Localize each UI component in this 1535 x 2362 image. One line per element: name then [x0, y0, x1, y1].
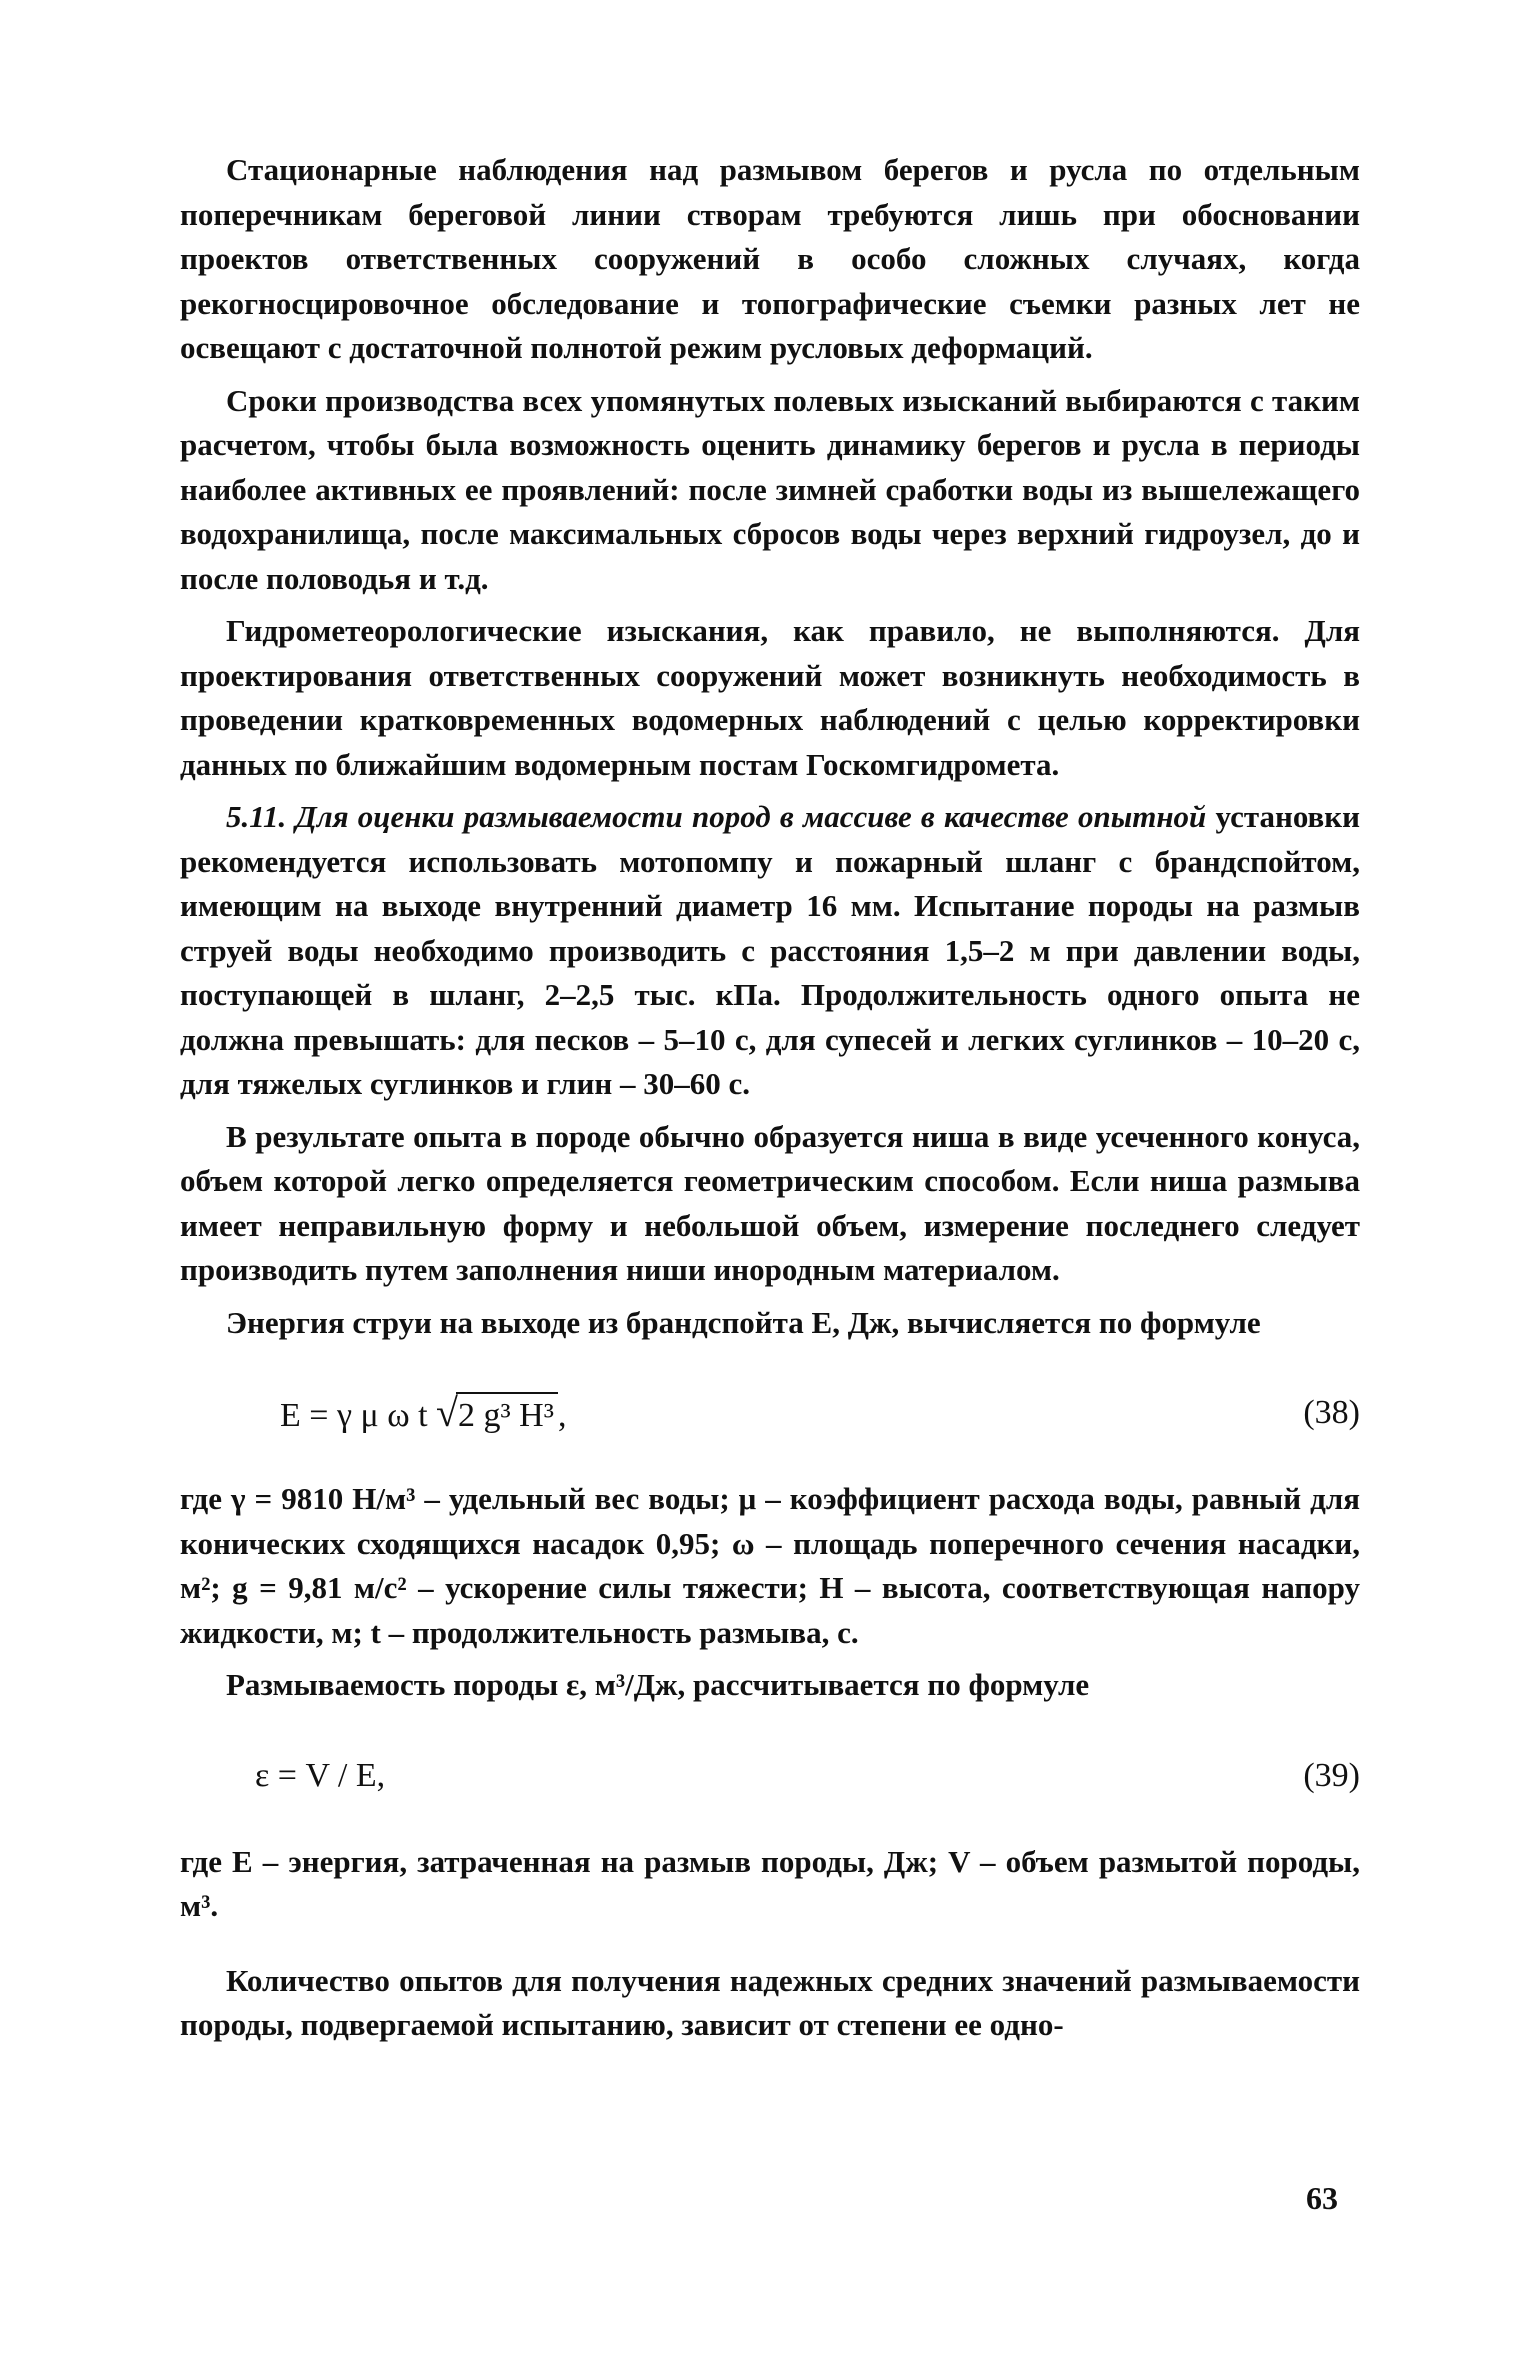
paragraph-hydrometeorological: Гидрометеорологические изыскания, как правило, не выполняются. Для проектирования ответственных сооружений может возникнуть необходимость в проведении кратковременных водомерных наблюдений с целью корректировки данных по ближайшим водомерным постам Госкомгидромета.: [180, 613, 1360, 782]
paragraph-formula-39-legend: где Е – энергия, затраченная на размыв породы, Дж; V – объем размытой породы, м³.: [180, 1843, 1360, 1923]
formula-38-radicand: 2 g³ H³: [456, 1392, 558, 1439]
page-number: 63: [1306, 2180, 1338, 2216]
formula-38: [180, 1379, 1360, 1451]
section-lead: Для оценки размываемости пород в массиве в качестве опытной: [295, 799, 1207, 834]
formula-39-number: (39): [1303, 1756, 1360, 1794]
page-body: [180, 148, 1360, 2048]
formula-38-lhs: E = γ μ ω t: [280, 1397, 428, 1434]
paragraph-section-5-11: [180, 795, 1360, 1107]
paragraph-formula-38-legend: где γ = 9810 Н/м³ – удельный вес воды; μ – коэффициент расхода воды, равный для конических сходящихся насадок 0,95; ω – площадь поперечного сечения насадки, м²; g = 9,81 м/с² – ускорение силы тяжести; Н – высота, соответствующая напору жидкости, м; t – продолжительность размыва, с.: [180, 1481, 1360, 1650]
section-body: установки рекомендуется использовать мотопомпу и пожарный шланг с брандспойтом, имеющим на выходе внутренний диаметр 16 мм. Испытание породы на размыв струей воды необходимо производить с расстояния 1,5–2 м при давлении воды, поступающей в шланг, 2–2,5 тыс. кПа. Продолжительность одного опыта не должна превышать: для песков – 5–10 с, для супесей и легких суглинков – 10–20 с, для тяжелых суглинков и глин – 30–60 с.: [180, 799, 1361, 1101]
paragraph-erodibility: Размываемость породы ε, м³/Дж, рассчитывается по формуле: [226, 1667, 1090, 1702]
paragraph-number-of-tests: Количество опытов для получения надежных средних значений размываемости породы, подвергаемой испытанию, зависит от степени ее одно-: [180, 1962, 1360, 2042]
paragraph-erosion-niche: В результате опыта в породе обычно образуется ниша в виде усеченного конуса, объем которой легко определяется геометрическим способом. Если ниша размыва имеет неправильную форму и небольшой объем, измерение последнего следует производить путем заполнения ниши инородным материалом.: [180, 1118, 1360, 1287]
formula-38-number: (38): [1303, 1394, 1360, 1431]
paragraph-survey-timing: Сроки производства всех упомянутых полевых изысканий выбираются с таким расчетом, чтобы была возможность оценить динамику берегов и русла в периоды наиболее активных ее проявлений: после зимней сработки воды из вышележащего водохранилища, после максимальных сбросов воды через верхний гидроузел, до и после половодья и т.д.: [180, 382, 1360, 596]
formula-39: [180, 1742, 1360, 1814]
paragraph-jet-energy: Энергия струи на выходе из брандспойта Е, Дж, вычисляется по формуле: [226, 1304, 1261, 1340]
formula-38-expression: [280, 1391, 566, 1439]
formula-38-tail: ,: [557, 1397, 567, 1434]
section-number: 5.11.: [226, 799, 287, 834]
formula-39-expression: ε = V / E,: [255, 1756, 386, 1794]
radical-sign: √: [436, 1390, 458, 1435]
paragraph-stationary-observations: Стационарные наблюдения над размывом берегов и русла по отдельным поперечникам береговой линии створам требуются лишь при обосновании проектов ответственных сооружений в особо сложных случаях, когда рекогносцировочное обследование и топографические съемки разных лет не освещают с достаточной полнотой режим русловых деформаций.: [180, 152, 1360, 365]
